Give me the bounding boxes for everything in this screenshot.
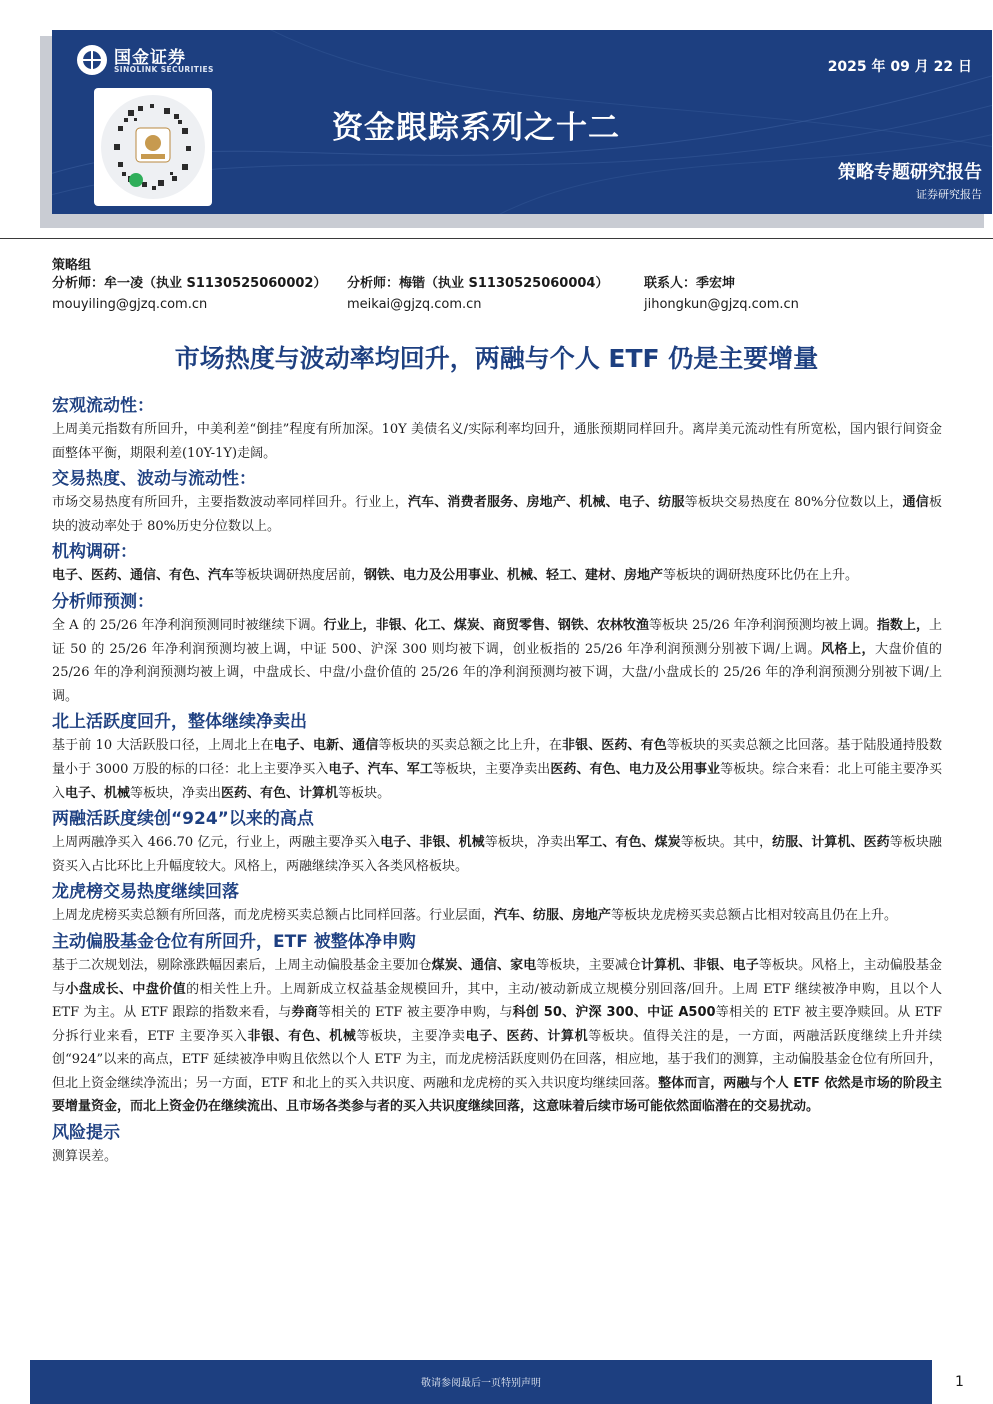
section-paragraph: [52, 954, 942, 1119]
body-text: 测算误差。: [52, 1149, 118, 1165]
section-paragraph: [52, 831, 942, 878]
body-text: 等板块。风格上，主动偏股基金与: [52, 957, 942, 997]
emphasis-text: 汽车、纺服、房地产: [494, 908, 612, 924]
section-paragraph: [52, 564, 942, 588]
emphasis-text: 医药、有色、计算机: [221, 785, 339, 801]
emphasis-text: 行业上，非银、化工、煤炭、商贸零售、钢铁、农林牧渔: [323, 617, 649, 633]
emphasis-text: 电子、非银、机械: [380, 835, 485, 851]
body-text: 等板块融资买入占比环比上升幅度较大。风格上，两融继续净买入各类风格板块。: [52, 835, 942, 874]
body-text: 等板块龙虎榜买卖总额占比相对较高且仍在上升。: [611, 908, 898, 924]
team-name: 策略组: [52, 258, 92, 273]
emphasis-text: 电子、机械: [65, 785, 131, 801]
emphasis-text: 钢铁、电力及公用事业、机械、轻工、建材、房地产: [364, 568, 664, 584]
body-text: 等板块。其中，: [680, 835, 773, 851]
body-text: 等板块，主要净卖出: [432, 761, 551, 777]
emphasis-text: 纺服、计算机、医药: [772, 835, 890, 851]
body-text: 的相关性上升。上周新成立权益基金规模回升，其中，主动/被动新成立规模分别回落/回升。上周 ETF 继续被净申购，且以个人 ETF 为主。从 ETF 跟踪的指数来看，与: [52, 981, 942, 1021]
body-text: 上周两融净买入 466.70 亿元，行业上，两融主要净买入: [52, 835, 381, 851]
body-text: 等板块 25/26 年净利润预测均被上调。: [648, 617, 877, 633]
body-text: 等相关的 ETF 被主要净申购，与: [317, 1005, 513, 1021]
body-text: 基于前 10 大活跃股口径，上周北上在: [52, 738, 274, 754]
body-text: 等板块交易热度在 80%分位数以上，: [684, 495, 903, 511]
emphasis-text: 电子、汽车、军工: [328, 761, 433, 777]
section-heading: 北上活跃度回升，整体继续净卖出: [52, 712, 307, 733]
contact-name: 联系人：季宏坤: [644, 276, 736, 291]
emphasis-text: 小盘成长、中盘价值: [65, 981, 187, 997]
section-heading: 主动偏股基金仓位有所回升，ETF 被整体净申购: [52, 931, 416, 952]
emphasis-text: 科创 50、沪深 300、中证 A500: [512, 1005, 716, 1021]
emphasis-text: 电子、医药、通信、有色、汽车: [52, 568, 235, 584]
body-text: 等板块。综合来看：北上可能主要净买入: [52, 761, 942, 801]
section-paragraph: [52, 1145, 942, 1169]
body-text: 等板块，主要减仓: [536, 957, 642, 973]
sinolink-logo-icon: [76, 44, 108, 76]
body-text: 上证 50 的 25/26 年净利润预测均被上调，中证 500、沪深 300 则均被下调，创业板指的 25/26 年净利润预测分别被下调/上调。: [52, 617, 942, 657]
body-text: 上周美元指数有所回升，中美利差“倒挂”程度有所加深。10Y 美债名义/实际利率均回升，通胀预期同样回升。离岸美元流动性有所宽松，国内银行间资金面整体平衡，期限利差(10Y-1Y)走阔。: [52, 422, 942, 461]
body-text: 上周龙虎榜买卖总额有所回落，而龙虎榜买卖总额占比同样回落。行业层面，: [52, 908, 495, 924]
body-text: 等板块的调研热度环比仍在上升。: [663, 568, 859, 584]
analyst-email[interactable]: mouyiling@gjzq.com.cn: [52, 297, 208, 312]
emphasis-text: 整体而言，两融与个人 ETF 依然是市场的阶段主要增量资金，而北上资金仍在继续流出、且市场各类参与者的买入共识度继续回落，这意味着后续市场可能依然面临潜在的交易扰动。: [52, 1075, 942, 1115]
body-text: 等板块，净卖出: [130, 785, 222, 801]
emphasis-text: 军工、有色、煤炭: [576, 835, 681, 851]
series-title: 资金跟踪系列之十二: [332, 110, 620, 146]
footer-bar: [30, 1360, 932, 1404]
contact-person: [644, 273, 799, 315]
report-type: 策略专题研究报告: [838, 162, 982, 183]
body-text: 全 A 的 25/26 年净利润预测同时被继续下调。: [52, 617, 324, 633]
body-text: 等板块的买卖总额之比回落。基于陆股通持股数量小于 3000 万股的标的口径：北上主要净买入: [52, 738, 942, 777]
section-paragraph: [52, 904, 942, 928]
report-title: 市场热度与波动率均回升，两融与个人 ETF 仍是主要增量: [174, 344, 819, 373]
logo-cn: 国金证券: [114, 48, 186, 68]
emphasis-text: 计算机、非银、电子: [641, 957, 759, 973]
section-paragraph: [52, 418, 942, 465]
disclaimer-note: 敬请参阅最后一页特别声明: [421, 1378, 541, 1389]
section-heading: 风险提示: [52, 1123, 120, 1144]
section-heading: 分析师预测：: [52, 591, 154, 612]
body-text: 等板块，主要净卖: [356, 1028, 466, 1044]
emphasis-text: 汽车、消费者服务、房地产、机械、电子、纺服: [407, 495, 685, 511]
section-heading: 两融活跃度续创“924”以来的高点: [52, 809, 314, 830]
emphasis-text: 非银、有色、机械: [247, 1028, 357, 1044]
body-text: 等板块的买卖总额之比上升，在: [378, 738, 562, 754]
section-heading: 机构调研：: [52, 542, 137, 563]
emphasis-text: 医药、有色、电力及公用事业: [550, 761, 721, 777]
analyst-email[interactable]: meikai@gjzq.com.cn: [347, 297, 482, 312]
analyst-name: 分析师：梅锴（执业 S1130525060004）: [347, 276, 609, 291]
body-text: 市场交易热度有所回升，主要指数波动率同样回升。行业上，: [52, 495, 408, 511]
body-text: 等板块。: [338, 785, 391, 801]
body-text: 大盘价值的 25/26 年的净利润预测均被上调，中盘成长、中盘/小盘价值的 25/26 年的净利润预测均被下调，大盘/小盘成长的 25/26 年的净利润预测分别被下调/上调。: [52, 641, 942, 704]
emphasis-text: 煤炭、通信、家电: [431, 957, 537, 973]
section-heading: 龙虎榜交易热度继续回落: [52, 882, 239, 903]
qr-code-icon: [94, 88, 212, 206]
body-text: 板块的波动率处于 80%历史分位数以上。: [52, 495, 942, 534]
analyst-name: 分析师：牟一凌（执业 S1130525060002）: [52, 276, 327, 291]
emphasis-text: 指数上，: [876, 617, 929, 633]
analyst-1: [52, 273, 326, 315]
contact-email[interactable]: jihongkun@gjzq.com.cn: [644, 297, 799, 312]
section-paragraph: [52, 491, 942, 538]
report-category: 证券研究报告: [916, 188, 982, 201]
emphasis-text: 电子、电新、通信: [273, 738, 379, 754]
body-text: 等相关的 ETF 被主要净赎回。从 ETF 分拆行业来看，ETF 主要净买入: [52, 1005, 942, 1044]
body-text: 等板块。值得关注的是，一方面，两融活跃度继续上升并续创“924”以来的高点，ETF 延续被净申购且依然以个人 ETF 为主，而龙虎榜活跃度则仍在回落，相应地，基于我们的测算，主动偏股基金仓位有所回升，但北上资金继续净流出；另一方面，ETF 和北上的买入共识度、两融和龙虎榜的买入共识度均继续回落。: [52, 1028, 942, 1091]
logo-en: SINOLINK SECURITIES: [114, 65, 214, 74]
analyst-2: [347, 273, 608, 315]
emphasis-text: 风格上，: [820, 641, 875, 657]
body-text: 等板块调研热度居前，: [234, 568, 365, 584]
section-heading: 宏观流动性：: [52, 396, 154, 416]
qr-code-image: [94, 88, 212, 206]
section-paragraph: [52, 734, 942, 805]
report-body: [52, 394, 942, 1171]
section-heading: 交易热度、波动与流动性：: [52, 469, 256, 490]
emphasis-text: 通信: [902, 495, 929, 511]
page-number: 1: [955, 1374, 964, 1390]
emphasis-text: 券商: [291, 1005, 318, 1021]
header-divider: [0, 238, 993, 239]
emphasis-text: 非银、医药、有色: [561, 738, 667, 754]
body-text: 等板块，净卖出: [484, 835, 577, 851]
body-text: 基于二次规划法，剔除涨跌幅因素后，上周主动偏股基金主要加仓: [52, 957, 432, 973]
emphasis-text: 电子、医药、计算机: [465, 1028, 589, 1044]
section-paragraph: [52, 614, 942, 708]
report-date: 2025 年 09 月 22 日: [827, 59, 972, 75]
header-banner: [52, 30, 992, 214]
